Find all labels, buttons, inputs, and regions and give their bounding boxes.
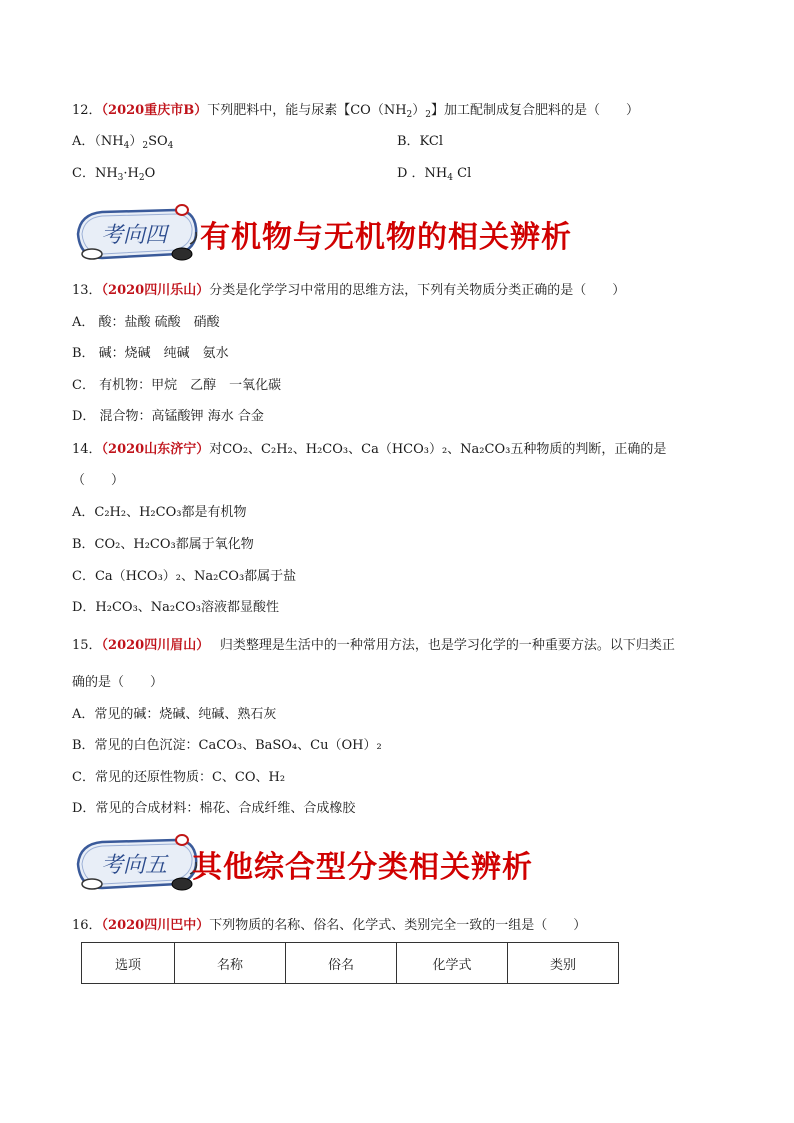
q16-stem-text: 下列物质的名称、俗名、化学式、类别完全一致的一组是（ ） [209,918,587,933]
q12-stem-part: 】加工配制成复合肥料的是（ ） [431,103,640,118]
subscript: 4 [167,141,174,151]
q12-option-a [72,132,173,156]
q15-stem-continued: 确的是（ ） [72,675,164,690]
q15-option-b: B．常见的白色沉淀：CaCO₃、BaSO₄、Cu（OH）₂ [72,738,382,753]
option-text: SO [148,134,168,149]
q14-option-b: B．CO₂、H₂CO₃都属于氧化物 [72,537,254,552]
option-text: O [144,166,156,181]
table-header-cell: 选项 [82,943,175,984]
q13-stem [72,281,625,301]
q13-source: （2020四川乐山） [101,283,210,298]
table-header-cell: 名称 [175,943,286,984]
q14-number: 14． [72,442,102,457]
q14-stem-continued: （ ） [72,473,125,488]
q12-stem-part: ） [412,103,426,118]
q14-stem-text: 对CO₂、C₂H₂、H₂CO₃、Ca（HCO₃）₂、Na₂CO₃五种物质的判断，正确的是 [209,442,667,457]
q15-stem [72,636,675,656]
q14-option-c: C．Ca（HCO₃）₂、Na₂CO₃都属于盐 [72,569,297,584]
q12-number: 12． [72,103,102,118]
subscript: 2 [138,173,145,183]
q15-option-c: C．常见的还原性物质：C、CO、H₂ [72,770,286,785]
option-text: C．NH [72,166,118,181]
option-text: Cl [453,166,472,181]
q12-option-b: B．KCl [397,134,444,149]
section-banner-5 [72,834,672,894]
q15-stem-text: 归类整理是生活中的一种常用方法，也是学习化学的一种重要方法。以下归类正 [202,638,675,653]
q13-option-d: D． 混合物：高锰酸钾 海水 合金 [72,409,264,424]
q14-option-a: A．C₂H₂、H₂CO₃都是有机物 [72,505,247,520]
section-title: 其他综合型分类相关辨析 [192,850,533,885]
subscript: 2 [142,141,149,151]
q13-option-c: C． 有机物：甲烷 乙醇 一氧化碳 [72,378,282,393]
option-text: D ．NH [397,166,448,181]
subscript: 2 [425,110,432,120]
section-badge-icon [72,204,202,266]
q14-source: （2020山东济宁） [101,442,210,457]
q13-number: 13． [72,283,102,298]
q12-option-d [397,164,471,188]
q12-source: （2020重庆市B） [101,103,208,118]
q13-stem-text: 分类是化学学习中常用的思维方法，下列有关物质分类正确的是（ ） [209,283,626,298]
option-text: ·H [123,166,139,181]
subscript: 4 [447,173,454,183]
subscript: 4 [123,141,130,151]
subscript: 3 [117,173,124,183]
q15-source: （2020四川眉山） [101,638,203,653]
table-header-cell: 类别 [508,943,619,984]
q12-stem-part: 下列肥料中，能与尿素【CO（NH [207,103,407,118]
section-badge-icon [72,834,202,896]
table-header-cell: 化学式 [397,943,508,984]
q14-option-d: D．H₂CO₃、Na₂CO₃溶液都显酸性 [72,600,279,615]
table-header-cell: 俗名 [286,943,397,984]
q16-table [81,942,619,984]
option-text: ） [129,134,143,149]
section-badge-label: 考向五 [100,853,168,878]
section-banner-4 [72,204,672,264]
section-title: 有机物与无机物的相关辨析 [200,220,572,255]
q15-option-d: D．常见的合成材料：棉花、合成纤维、合成橡胶 [72,801,356,816]
q13-option-b: B． 碱：烧碱 纯碱 氨水 [72,346,229,361]
q15-number: 15． [72,638,102,653]
q16-stem [72,916,586,936]
table-header-row [82,943,619,984]
option-text: A．（NH [72,134,124,149]
q16-source: （2020四川巴中） [101,918,210,933]
q13-option-a: A． 酸：盐酸 硫酸 硝酸 [72,315,220,330]
q16-number: 16． [72,918,102,933]
q15-option-a: A．常见的碱：烧碱、纯碱、熟石灰 [72,707,277,722]
subscript: 2 [406,110,413,120]
section-badge-label: 考向四 [100,223,168,248]
q12-stem [72,101,639,125]
q14-stem [72,440,666,460]
q12-option-c [72,164,155,188]
